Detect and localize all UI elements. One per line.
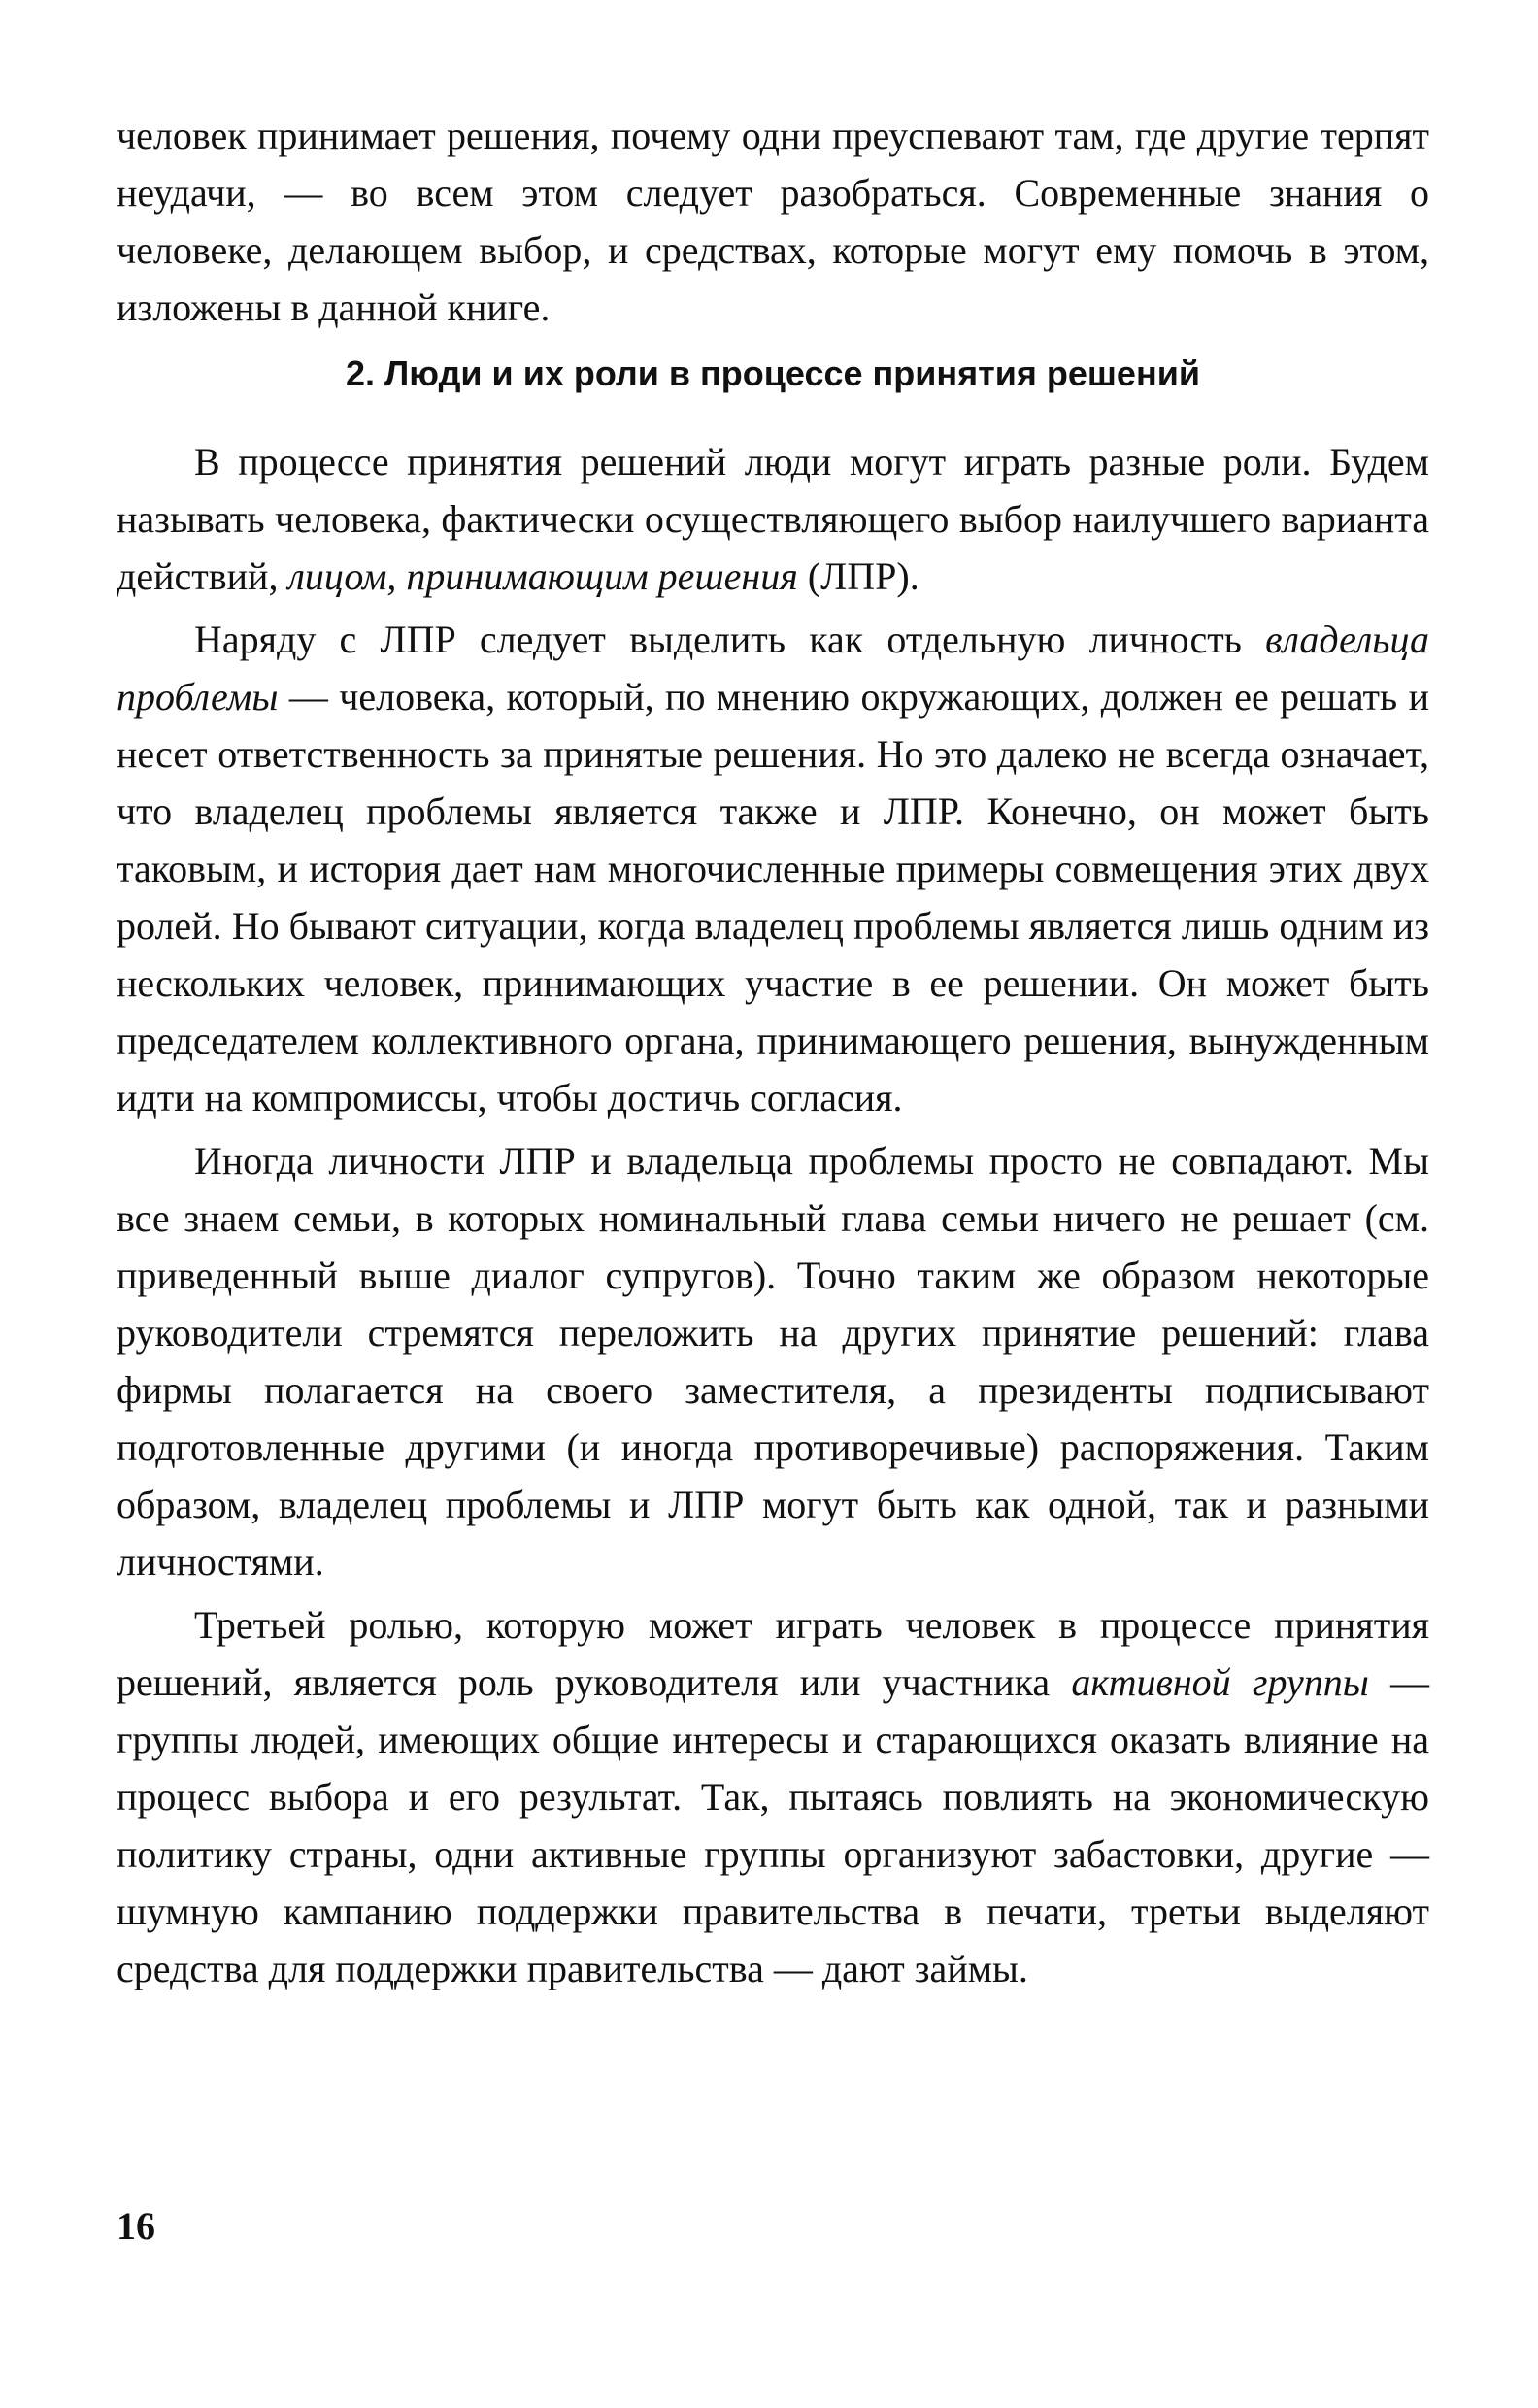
paragraph-problem-owner <box>117 611 1429 1126</box>
page-number: 16 <box>117 2204 155 2248</box>
section-heading: 2. Люди и их роли в процессе принятия решений <box>346 353 1200 393</box>
paragraph-text: В процессе принятия решений люди могут играть разные роли. Будем называть человека, фактически осуществляющего выбор наилучшего варианта действий, <box>117 440 1429 598</box>
italic-term-decision-maker: лицом, принимающим решения <box>287 554 798 598</box>
italic-term-problem-owner: владельца проблемы <box>117 618 1429 719</box>
section-body <box>117 433 1429 1997</box>
paragraph-roles-differ: Иногда личности ЛПР и владельца проблемы просто не совпадают. Мы все знаем семьи, в которых номинальный глава семьи ничего не решает (см. приведенный выше диалог супругов). Точно таким же образом некоторые руководители стремятся переложить на других принятие решений: глава фирмы полагается на своего заместителя, а президенты подписывают подготовленные другими (и иногда противоречивые) распоряжения. Таким образом, владелец проблемы и ЛПР могут быть как одной, так и разными личностями. <box>117 1139 1429 1584</box>
paragraph-text: — человека, который, по мнению окружающих, должен ее решать и несет ответственность за принятые решения. Но это далеко не всегда означает, что владелец проблемы является также и ЛПР. Конечно, он может быть таковым, и история дает нам многочисленные примеры совмещения этих двух ролей. Но бывают ситуации, когда владелец проблемы является лишь одним из нескольких человек, принимающих участие в ее решении. Он может быть председателем коллективного органа, принимающего решения, вынужденным идти на компромиссы, чтобы достичь согласия. <box>117 675 1429 1120</box>
intro-paragraph-block <box>117 107 1429 336</box>
paragraph-text: Наряду с ЛПР следует выделить как отдельную личность <box>194 618 1266 661</box>
intro-paragraph: человек принимает решения, почему одни преуспевают там, где другие терпят неудачи, — во всем этом следует разобраться. Современные знания о человеке, делающем выбор, и средствах, которые могут ему помочь в этом, изложены в данной книге. <box>117 114 1429 329</box>
paragraph-text: (ЛПР). <box>797 554 919 598</box>
paragraph-text: — группы людей, имеющих общие интересы и старающихся оказать влияние на процесс выбора и его результат. Так, пытаясь повлиять на экономическую политику страны, одни активные группы организуют забастовки, другие — шумную кампанию поддержки правительства в печати, третьи выделяют средства для поддержки правительства — дают займы. <box>117 1660 1430 1990</box>
paragraph-active-group <box>117 1596 1429 1997</box>
italic-term-active-group: активной группы <box>1071 1660 1369 1704</box>
paragraph-decision-maker <box>117 433 1429 605</box>
paragraph-text: Третьей ролью, которую может играть человек в процессе принятия решений, является роль руководителя или участника <box>117 1603 1429 1704</box>
